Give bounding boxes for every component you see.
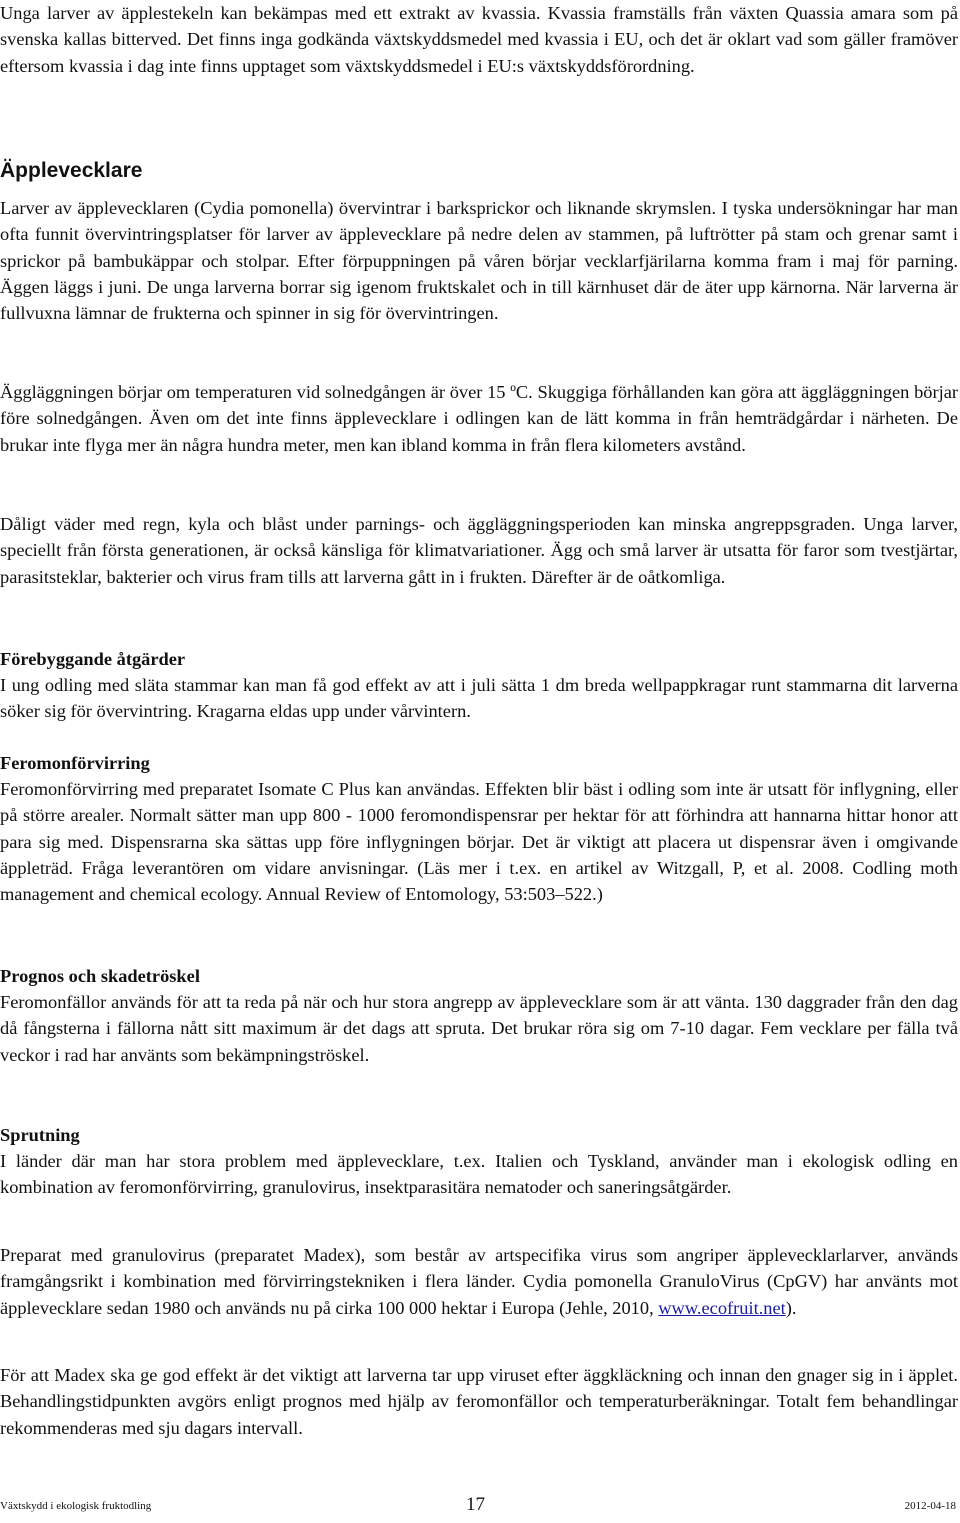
body-paragraph-granulovirus [0, 1242, 958, 1321]
body-paragraph-pheromone: Feromonförvirring med preparatet Isomate C Plus kan användas. Effekten blir bäst i odling som inte är utsatt för inflygning, eller på större arealer. Normalt sätter man upp 800 - 1000 feromondispensrar per hektar för att förhindra att hannarna hittar honor att para sig med. Dispensrarna ska sättas upp före inflygningen börjar. Det är viktigt att placera ut dispensrar även i omgivande äppleträd. Fråga leverantören om vidare anvisningar. (Läs mer i t.ex. en artikel av Witzgall, P, et al. 2008. Codling moth management and chemical ecology. Annual Review of Entomology, 53:503–522.) [0, 779, 958, 905]
heading-preventive-measures: Förebyggande åtgärder [0, 649, 186, 669]
granulovirus-text-end: ). [785, 1297, 797, 1318]
body-paragraph-madex: För att Madex ska ge god effekt är det viktigt att larverna tar upp viruset efter äggkläckning och innan den gnager sig in i äpplet. Behandlingstidpunkten avgörs enligt prognos med hjälp av feromonfällor och temperaturberäkningar. Totalt fem behandlingar rekommenderas med sju dagars intervall. [0, 1365, 958, 1438]
intro-paragraph: Unga larver av äpplestekeln kan bekämpas med ett extrakt av kvassia. Kvassia framställs från växten Quassia amara som på svenska kallas bitterved. Det finns inga godkända växtskyddsmedel med kvassia i EU, och det är oklart vad som gäller framöver eftersom kvassia i dag inte finns upptaget som växtskyddsmedel i EU:s växtskyddsförordning. [0, 3, 958, 76]
body-paragraph-weather: Dåligt väder med regn, kyla och blåst under parnings- och äggläggningsperioden kan minska angreppsgraden. Unga larver, speciellt från första generationen, är också känsliga för klimatvariationer. Ägg och små larver är utsatta för faror som tvestjärtar, parasitsteklar, bakterier och virus fram tills att larverna gått in i frukten. Därefter är de oåtkomliga. [0, 514, 958, 587]
page-number: 17 [466, 1494, 485, 1515]
ecofruit-link[interactable]: www.ecofruit.net [658, 1297, 786, 1318]
footer-date: 2012-04-18 [904, 1500, 956, 1512]
granulovirus-text: Preparat med granulovirus (preparatet Madex), som består av artspecifika virus som angriper äpplevecklarlarver, används framgångsrikt i kombination med förvirringstekniken i flera länder. Cydia pomonella GranuloVirus (CpGV) har använts mot äpplevecklare sedan 1980 och används nu på cirka 100 000 hektar i Europa (Jehle, 2010, [0, 1245, 958, 1318]
body-paragraph-forecast: Feromonfällor används för att ta reda på när och hur stora angrepp av äpplevecklare som är att vänta. 130 daggrader från den dag då fångsterna i fällorna nått sitt maximum är det dags att spruta. Det brukar röra sig om 7-10 dagar. Fem vecklare per fälla två veckor i rad har använts som bekämpningströskel. [0, 992, 958, 1065]
heading-forecast-threshold: Prognos och skadetröskel [0, 966, 200, 986]
body-paragraph-egg-laying: Äggläggningen börjar om temperaturen vid solnedgången är över 15 ºC. Skuggiga förhållanden kan göra att äggläggningen börjar före solnedgången. Även om det inte finns äpplevecklare i odlingen kan de lätt komma in från hemträdgårdar i närheten. De brukar inte flyga mer än några hundra meter, men kan ibland komma in från flera kilometers avstånd. [0, 382, 958, 455]
page-footer [0, 1494, 958, 1516]
body-paragraph-overwintering: Larver av äpplevecklaren (Cydia pomonella) övervintrar i barksprickor och liknande skrymslen. I tyska undersökningar har man ofta funnit övervintringsplatser för larver av äpplevecklare på nedre delen av stammen, på luftrötter på stam och grenar samt i sprickor på bambukäppar och stolpar. Efter förpuppningen på våren börjar vecklarfjärilarna komma fram i maj för parning. Äggen läggs i juni. De unga larverna borrar sig igenom fruktskalet och in till kärnhuset där de äter upp kärnorna. När larverna är fullvuxna lämnar de frukterna och spinner in sig för övervintringen. [0, 198, 958, 324]
footer-document-title: Växtskydd i ekologisk fruktodling [0, 1500, 152, 1512]
body-paragraph-spraying-combination: I länder där man har stora problem med äpplevecklare, t.ex. Italien och Tyskland, använder man i ekologisk odling en kombination av feromonförvirring, granulovirus, insektparasitära nematoder och saneringsåtgärder. [0, 1151, 958, 1198]
heading-pheromone-confusion: Feromonförvirring [0, 753, 150, 773]
section-title: Äpplevecklare [0, 159, 143, 182]
body-paragraph-preventive: I ung odling med släta stammar kan man få god effekt av att i juli sätta 1 dm breda wellpappkragar runt stammarna dit larverna söker sig för övervintring. Kragarna eldas upp under vårvintern. [0, 675, 958, 722]
heading-spraying: Sprutning [0, 1125, 80, 1145]
